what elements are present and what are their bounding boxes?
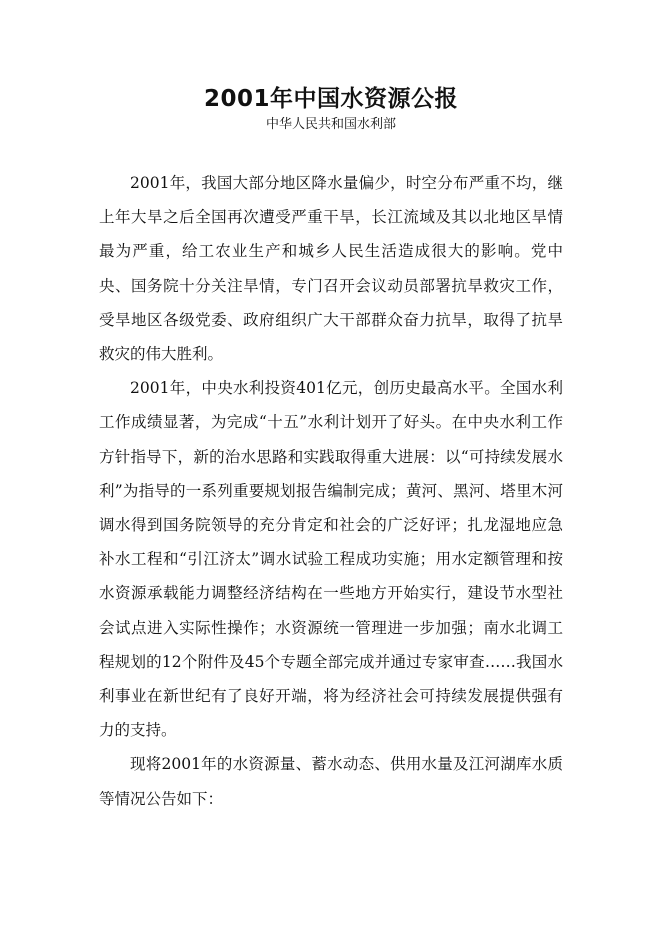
document-title: 2001年中国水资源公报	[203, 86, 458, 112]
paragraph-1: 2001年，我国大部分地区降水量偏少，时空分布严重不均，继上年大旱之后全国再次遭受严重干旱，长江流域及其以北地区旱情最为严重，给工农业生产和城乡人民生活造成很大的影响。党中央、国务院十分关注旱情，专门召开会议动员部署抗旱救灾工作，受旱地区各级党委、政府组织广大干部群众奋力抗旱，取得了抗旱救灾的伟大胜利。	[99, 174, 563, 364]
document-body	[99, 166, 563, 816]
paragraph-3: 现将2001年的水资源量、蓄水动态、供用水量及江河湖库水质等情况公告如下：	[99, 755, 563, 808]
document-issuer: 中华人民共和国水利部	[265, 117, 396, 132]
paragraph-2: 2001年，中央水利投资401亿元，创历史最高水平。全国水利工作成绩显著，为完成“十五”水利计划开了好头。在中央水利工作方针指导下，新的治水思路和实践取得重大进展：以“可持续发展水利”为指导的一系列重要规划报告编制完成；黄河、黑河、塔里木河调水得到国务院领导的充分肯定和社会的广泛好评；扎龙湿地应急补水工程和“引江济太”调水试验工程成功实施；用水定额管理和按水资源承载能力调整经济结构在一些地方开始实行，建设节水型社会试点进入实际性操作；水资源统一管理进一步加强；南水北调工程规划的12个附件及45个专题全部完成并通过专家审查……我国水利事业在新世纪有了良好开端，将为经济社会可持续发展提供强有力的支持。	[99, 379, 563, 740]
